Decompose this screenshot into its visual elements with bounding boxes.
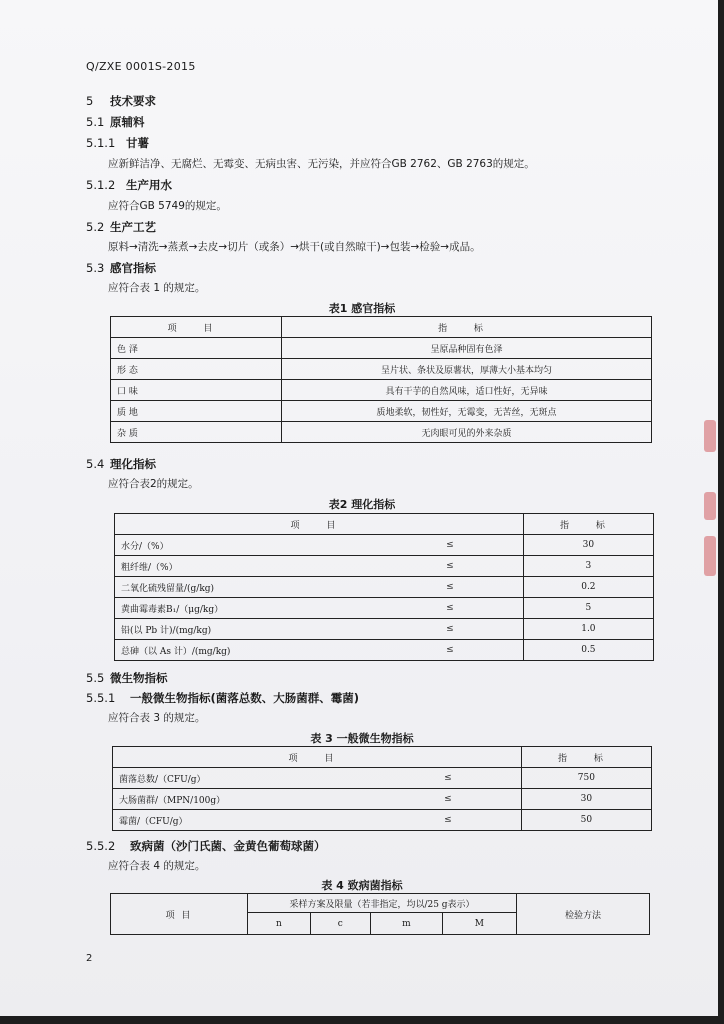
table-header-cell: 指 标 [521,747,651,768]
table-1 [110,316,652,443]
table-3-caption: 表 3 一般微生物指标 [310,732,414,745]
section-5-4-text: 应符合表2的规定。 [108,478,199,490]
table-row [111,422,652,443]
table-cell: 黄曲霉毒素B₁/（μg/kg） [115,598,378,619]
table-cell: ≤ [377,556,523,577]
table-cell: 750 [521,768,651,789]
table-cell: 30 [521,789,651,810]
table-cell: 霉菌/（CFU/g） [113,810,376,831]
table-cell: 菌落总数/（CFU/g） [113,768,376,789]
section-5-2-heading: 5.2 生产工艺 [86,220,156,234]
table-cell: 粗纤维/（%） [115,556,378,577]
table-header-cell: 采样方案及限量（若非指定，均以/25 g表示） [248,894,517,913]
table-cell: ≤ [375,768,521,789]
table-cell: ≤ [377,535,523,556]
section-5-1-heading: 5.1 原辅料 [86,115,145,129]
scan-edge-right [718,0,724,1024]
table-cell: 50 [521,810,651,831]
table-row [113,768,652,789]
table-cell: 大肠菌群/（MPN/100g） [113,789,376,810]
table-row [111,359,652,380]
table-row [115,577,654,598]
table-header-cell: 检验方法 [517,894,650,935]
table-3 [112,746,652,831]
section-5-5-1-text: 应符合表 3 的规定。 [108,712,206,724]
section-5-1-2-text: 应符合GB 5749的规定。 [108,200,227,212]
table-cell: 具有干芋的自然风味，适口性好，无异味 [282,380,652,401]
table-cell: 呈片状、条状及原薯状，厚薄大小基本均匀 [282,359,652,380]
table-cell: 铅(以 Pb 计)/(mg/kg) [115,619,378,640]
table-header-row [111,894,650,913]
table-cell: 0.5 [523,640,653,661]
section-5-5-1-heading: 5.5.1 一般微生物指标(菌落总数、大肠菌群、霉菌) [86,691,360,705]
table-row [113,810,652,831]
page-number: 2 [86,953,93,964]
table-row [111,380,652,401]
table-header-row [111,317,652,338]
table-cell: 形 态 [111,359,282,380]
table-row [111,338,652,359]
section-5-3-heading: 5.3 感官指标 [86,261,156,275]
section-5-4-heading: 5.4 理化指标 [86,457,156,471]
table-cell: ≤ [377,577,523,598]
section-5-3-text: 应符合表 1 的规定。 [108,282,206,294]
scan-edge-bottom [0,1016,724,1024]
table-cell: 质地柔软，韧性好，无霉变，无苦丝，无斑点 [282,401,652,422]
table-1-caption: 表1 感官指标 [328,302,396,315]
table-header-cell: 项 目 [115,514,524,535]
table-header-cell: n [248,913,311,935]
table-cell: 无肉眼可见的外来杂质 [282,422,652,443]
stamp-fragment [704,536,716,576]
table-row [113,789,652,810]
section-5-5-2-text: 应符合表 4 的规定。 [108,860,206,872]
table-cell: ≤ [375,810,521,831]
table-cell: 二氧化硫残留量/(g/kg) [115,577,378,598]
table-header-cell: 项 目 [111,894,248,935]
table-cell: 5 [523,598,653,619]
table-cell: 3 [523,556,653,577]
section-5-1-1-heading: 5.1.1 甘薯 [86,136,149,150]
table-header-cell: 指 标 [523,514,653,535]
section-5-5-2-heading: 5.5.2 致病菌（沙门氏菌、金黄色葡萄球菌） [86,839,326,853]
table-row [115,619,654,640]
table-2-caption: 表2 理化指标 [328,498,396,511]
table-cell: 色 泽 [111,338,282,359]
table-row [115,598,654,619]
table-4 [110,893,650,935]
table-cell: 0.2 [523,577,653,598]
table-cell: 总砷（以 As 计）/(mg/kg) [115,640,378,661]
table-cell: 1.0 [523,619,653,640]
table-cell: 水分/（%） [115,535,378,556]
document-code: Q/ZXE 0001S-2015 [86,60,196,73]
section-5-1-1-text: 应新鲜洁净、无腐烂、无霉变、无病虫害、无污染，并应符合GB 2762、GB 2763的规定。 [108,158,535,170]
stamp-fragment [704,420,716,452]
table-cell: ≤ [377,619,523,640]
table-header-row [113,747,652,768]
table-cell: 呈原品种固有色泽 [282,338,652,359]
table-2 [114,513,654,661]
table-cell: ≤ [377,598,523,619]
table-cell: ≤ [375,789,521,810]
table-cell: 质 地 [111,401,282,422]
table-cell: 杂 质 [111,422,282,443]
table-header-cell: 项 目 [111,317,282,338]
table-row [115,640,654,661]
table-cell: 口 味 [111,380,282,401]
table-row [115,556,654,577]
table-header-cell: c [310,913,370,935]
table-header-cell: 指 标 [282,317,652,338]
table-header-row [115,514,654,535]
table-4-caption: 表 4 致病菌指标 [321,879,403,892]
section-5-2-text: 原料→清洗→蒸煮→去皮→切片（或条）→烘干(或自然晾干)→包装→检验→成品。 [108,241,481,253]
table-row [115,535,654,556]
section-5-5-heading: 5.5 微生物指标 [86,671,168,685]
table-row [111,401,652,422]
table-cell: 30 [523,535,653,556]
table-header-cell: M [442,913,516,935]
table-header-cell: m [370,913,442,935]
table-cell: ≤ [377,640,523,661]
section-5-heading: 5 技术要求 [86,94,156,108]
section-5-1-2-heading: 5.1.2 生产用水 [86,178,172,192]
table-header-cell: 项 目 [113,747,522,768]
